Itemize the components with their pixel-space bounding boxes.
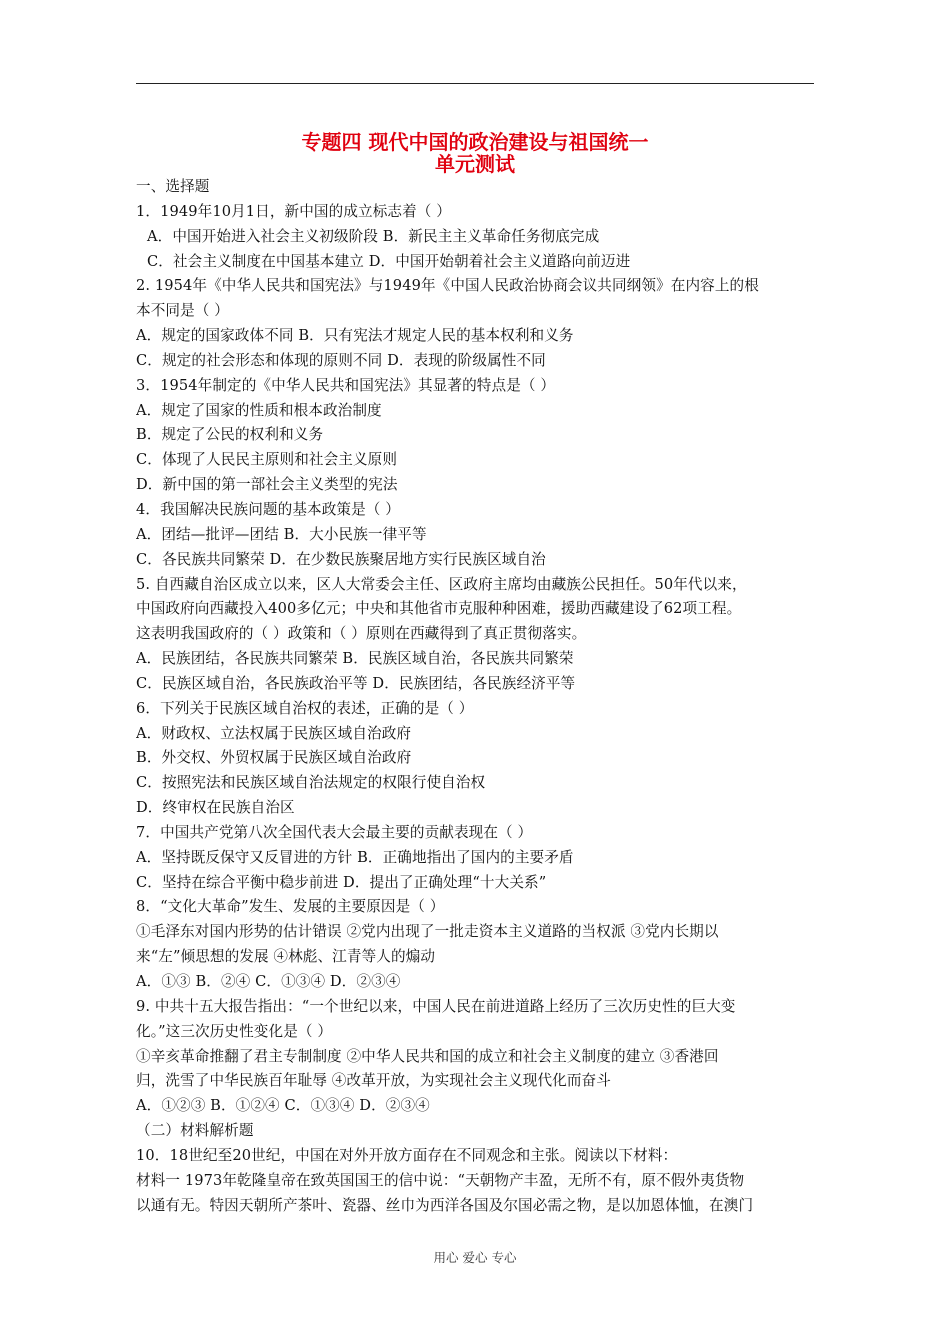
text-line: A．①③ B．②④ C．①③④ D．②③④ bbox=[136, 973, 401, 990]
text-line: 归，洗雪了中华民族百年耻辱 ④改革开放，为实现社会主义现代化而奋斗 bbox=[136, 1072, 611, 1090]
text-line: D．新中国的第一部社会主义类型的宪法 bbox=[136, 476, 398, 494]
text-line: 6．下列关于民族区域自治权的表述，正确的是（ ） bbox=[136, 699, 474, 717]
text-line: B．外交权、外贸权属于民族区域自治政府 bbox=[136, 749, 412, 767]
text-line: A．中国开始进入社会主义初级阶段 B．新民主主义革命任务彻底完成 bbox=[147, 227, 600, 245]
text-line: D．终审权在民族自治区 bbox=[136, 799, 295, 817]
text-line: 5. 自西藏自治区成立以来，区人大常委会主任、区政府主席均由藏族公民担任。50年代以来， bbox=[136, 575, 747, 593]
page-footer: 用心 爱心 专心 bbox=[433, 1250, 517, 1265]
text-line: ①毛泽东对国内形势的估计错误 ②党内出现了一批走资本主义道路的当权派 ③党内长期以 bbox=[136, 923, 719, 941]
text-line: 来“左”倾思想的发展 ④林彪、江青等人的煽动 bbox=[136, 948, 436, 966]
text-line: A．财政权、立法权属于民族区域自治政府 bbox=[136, 724, 412, 742]
text-line: 3．1954年制定的《中华人民共和国宪法》其显著的特点是（ ） bbox=[136, 376, 556, 394]
text-line: 这表明我国政府的（ ）政策和（ ）原则在西藏得到了真正贯彻落实。 bbox=[136, 625, 587, 643]
text-line: A．民族团结，各民族共同繁荣 B．民族区域自治，各民族共同繁荣 bbox=[136, 650, 574, 668]
text-line: 一、选择题 bbox=[136, 178, 210, 195]
text-line: A．坚持既反保守又反冒进的方针 B．正确地指出了国内的主要矛盾 bbox=[136, 848, 574, 866]
text-line: B．规定了公民的权利和义务 bbox=[136, 426, 324, 444]
text-line: 10．18世纪至20世纪，中国在对外开放方面存在不同观念和主张。阅读以下材料： bbox=[136, 1146, 678, 1164]
text-line: C．社会主义制度在中国基本建立 D．中国开始朝着社会主义道路向前迈进 bbox=[147, 252, 631, 270]
text-line: A．团结—批评—团结 B．大小民族一律平等 bbox=[136, 525, 427, 543]
text-line: 本不同是（ ） bbox=[136, 302, 229, 320]
text-line: C．坚持在综合平衡中稳步前进 D．提出了正确处理“十大关系” bbox=[136, 873, 547, 891]
text-line: 中国政府向西藏投入400多亿元；中央和其他省市克服种种困难，援助西藏建设了62项工程。 bbox=[136, 600, 742, 618]
text-line: C．按照宪法和民族区域自治法规定的权限行使自治权 bbox=[136, 774, 486, 792]
text-line: 以通有无。特因天朝所产茶叶、瓷器、丝巾为西洋各国及尔国必需之物，是以加恩体恤，在澳门 bbox=[136, 1196, 754, 1214]
text-line: C．各民族共同繁荣 D．在少数民族聚居地方实行民族区域自治 bbox=[136, 550, 546, 568]
text-line: A．规定的国家政体不同 B．只有宪法才规定人民的基本权利和义务 bbox=[136, 327, 574, 345]
text-line: 9. 中共十五大报告指出：“一个世纪以来，中国人民在前进道路上经历了三次历史性的巨大变 bbox=[136, 997, 736, 1015]
document-title: 专题四 现代中国的政治建设与祖国统一 bbox=[301, 130, 649, 154]
text-line: C．规定的社会形态和体现的原则不同 D．表现的阶级属性不同 bbox=[136, 351, 546, 369]
text-line: A．①②③ B．①②④ C．①③④ D．②③④ bbox=[136, 1097, 430, 1115]
document-subtitle: 单元测试 bbox=[435, 152, 515, 176]
text-line: 材料一 1973年乾隆皇帝在致英国国王的信中说：“天朝物产丰盈，无所不有，原不假外夷货物 bbox=[136, 1171, 745, 1189]
text-line: C．体现了人民民主原则和社会主义原则 bbox=[136, 451, 398, 469]
text-line: 4．我国解决民族问题的基本政策是（ ） bbox=[136, 500, 400, 518]
text-line: 8．“文化大革命”发生、发展的主要原因是（ ） bbox=[136, 898, 445, 916]
text-line: A．规定了国家的性质和根本政治制度 bbox=[136, 401, 382, 419]
header-rule bbox=[136, 83, 814, 84]
text-line: 1．1949年10月1日，新中国的成立标志着（ ） bbox=[136, 202, 451, 220]
text-line: C．民族区域自治，各民族政治平等 D．民族团结，各民族经济平等 bbox=[136, 674, 576, 692]
text-line: （二）材料解析题 bbox=[136, 1122, 254, 1140]
document-body bbox=[136, 175, 816, 1218]
text-line: 化。”这三次历史性变化是（ ） bbox=[136, 1022, 333, 1040]
text-line: 2. 1954年《中华人民共和国宪法》与1949年《中国人民政治协商会议共同纲领》在内容上的根 bbox=[136, 277, 759, 295]
text-line: ①辛亥革命推翻了君主专制制度 ②中华人民共和国的成立和社会主义制度的建立 ③香港回 bbox=[136, 1047, 719, 1065]
text-line: 7．中国共产党第八次全国代表大会最主要的贡献表现在（ ） bbox=[136, 823, 533, 841]
